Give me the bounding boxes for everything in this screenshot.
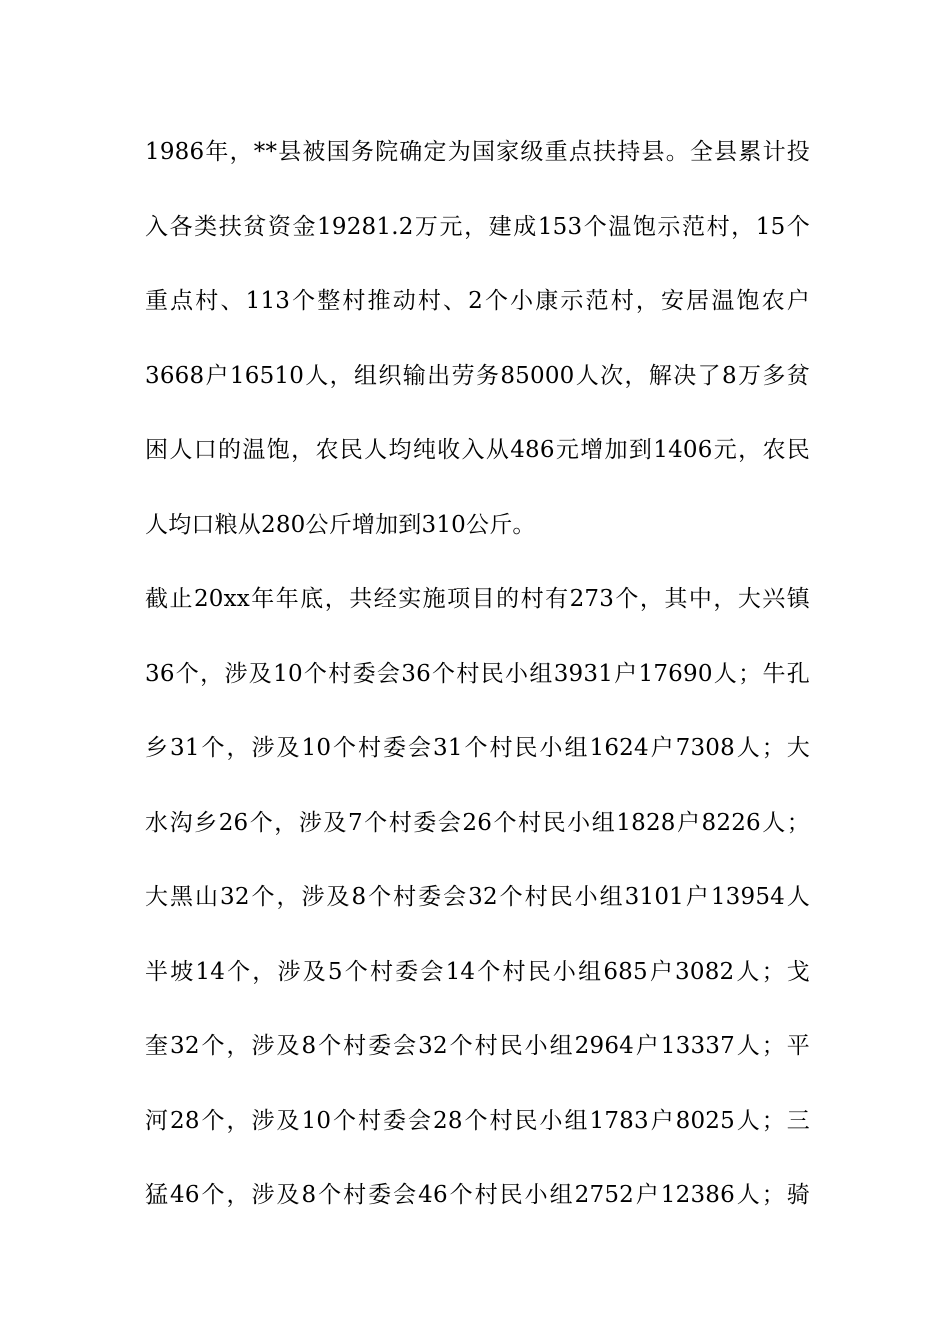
text-line: 困人口的温饱，农民人均纯收入从486元增加到1406元，农民 [145,437,810,463]
text-line: 大黑山32个，涉及8个村委会32个村民小组3101户13954人 [145,884,810,910]
text-line: 入各类扶贫资金19281.2万元，建成153个温饱示范村，15个 [145,213,810,240]
text-line: 奎32个，涉及8个村委会32个村民小组2964户13337人；平 [145,1033,810,1059]
text-line: 36个，涉及10个村委会36个村民小组3931户17690人；牛孔 [145,660,810,687]
text-line: 半坡14个，涉及5个村委会14个村民小组685户3082人；戈 [145,958,810,985]
text-line: 重点村、113个整村推动村、2个小康示范村，安居温饱农户 [145,288,810,314]
text-line: 水沟乡26个，涉及7个村委会26个村民小组1828户8226人； [145,809,810,836]
text-line: 3668户16510人，组织输出劳务85000人次，解决了8万多贫 [145,362,810,389]
text-line: 1986年，**县被国务院确定为国家级重点扶持县。全县累计投 [145,139,810,165]
text-line: 猛46个，涉及8个村委会46个村民小组2752户12386人；骑 [145,1182,810,1208]
text-line: 人均口粮从280公斤增加到310公斤。 [145,511,536,538]
body-text [145,130,810,1248]
text-line: 乡31个，涉及10个村委会31个村民小组1624户7308人；大 [145,735,810,761]
text-line: 截止20xx年年底，共经实施项目的村有273个，其中，大兴镇 [145,586,810,612]
text-line: 河28个，涉及10个村委会28个村民小组1783户8025人；三 [145,1107,810,1134]
